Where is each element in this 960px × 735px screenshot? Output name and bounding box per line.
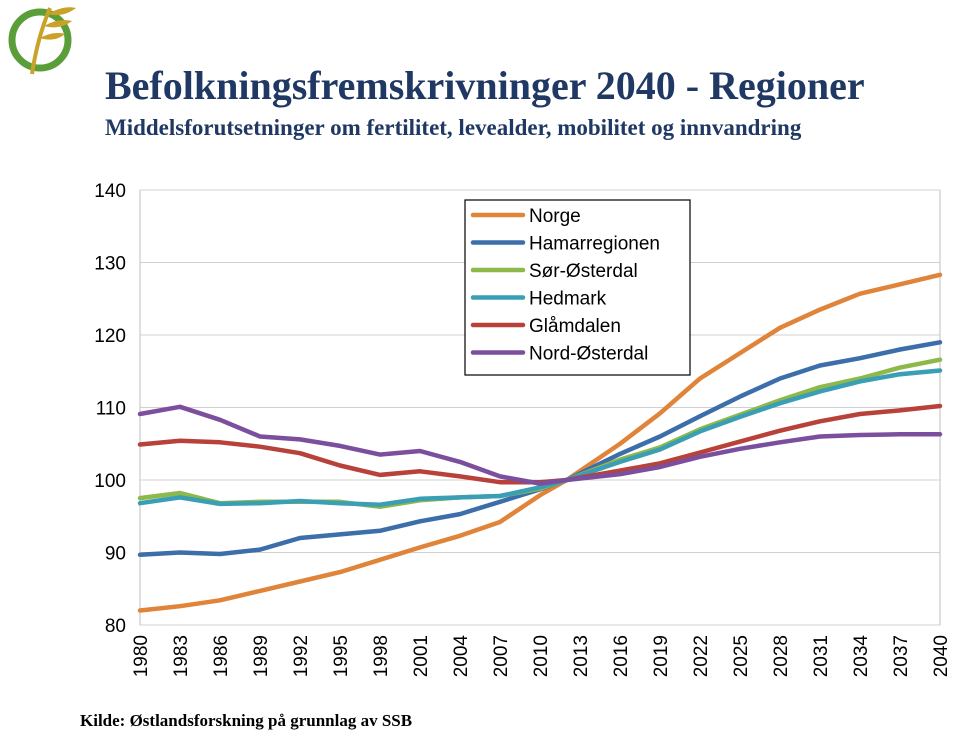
page-subtitle: Middelsforutsetninger om fertilitet, levealder, mobilitet og innvandring [105,115,802,140]
source-note: Kilde: Østlandsforskning på grunnlag av SSB [80,711,413,730]
x-tick-label: 2037 [891,635,912,678]
legend-label: Nord-Østerdal [529,343,649,365]
legend-label: Hamarregionen [529,233,660,255]
x-tick-label: 2016 [611,635,632,678]
x-tick-label: 2040 [931,635,952,678]
x-tick-label: 1986 [211,635,232,678]
x-tick-label: 2010 [531,635,552,678]
y-tick-label: 120 [94,326,126,347]
x-tick-label: 2013 [571,635,592,678]
legend-label: Norge [529,206,581,227]
y-tick-label: 110 [95,398,126,420]
x-tick-label: 1995 [331,635,352,678]
x-tick-label: 1998 [371,635,392,678]
legend-label: Sør-Østerdal [529,261,638,282]
y-tick-label: 100 [94,471,126,492]
page-title: Befolkningsfremskrivninger 2040 - Regioner [105,63,865,108]
y-tick-label: 130 [94,253,126,275]
x-tick-label: 1983 [171,635,192,678]
x-tick-label: 1992 [291,635,312,678]
y-tick-label: 80 [104,616,126,637]
x-tick-label: 2025 [731,635,752,678]
series-line-gl-mdalen [140,406,940,482]
y-tick-label: 90 [104,543,126,565]
legend-label: Glåmdalen [529,316,621,337]
x-tick-label: 2001 [411,635,432,678]
x-tick-label: 2022 [691,635,712,678]
x-tick-label: 2019 [651,635,672,678]
legend-label: Hedmark [529,288,607,310]
x-tick-label: 2028 [771,635,792,678]
x-tick-label: 1980 [131,635,152,678]
x-tick-label: 2034 [851,635,872,678]
x-tick-label: 2031 [811,635,832,678]
x-tick-label: 1989 [251,635,272,678]
y-tick-label: 140 [94,181,126,202]
x-tick-label: 2004 [451,635,472,678]
x-tick-label: 2007 [491,635,512,678]
